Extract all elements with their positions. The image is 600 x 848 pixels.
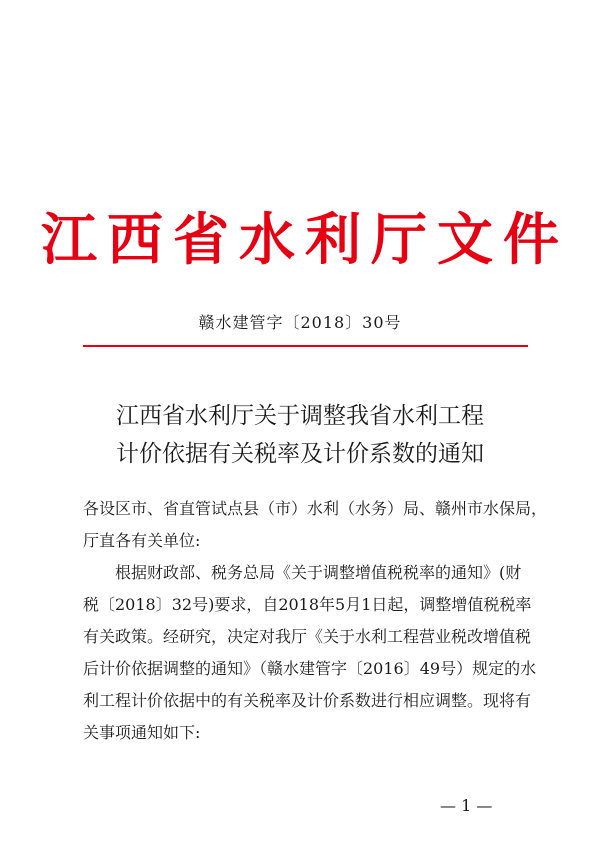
document-number: 赣水建管字〔2018〕30号 [198, 313, 402, 332]
body-paragraph-line-2: 税〔2018〕32号)要求，自2018年5月1日起，调整增值税税率 [83, 595, 532, 614]
body-paragraph-line-1: 根据财政部、税务总局《关于调整增值税税率的通知》(财 [115, 563, 522, 582]
issuing-authority-header: 江西省水利厅文件 [41, 207, 569, 273]
recipients-line-1: 各设区市、省直管试点县（市）水利（水务）局、赣州市水保局， [83, 499, 548, 518]
red-divider-line [83, 345, 528, 347]
page-number: — 1 — [440, 796, 493, 815]
body-paragraph-line-5: 利工程计价依据中的有关税率及计价系数进行相应调整。现将有 [83, 691, 532, 710]
notice-body [83, 493, 548, 749]
body-paragraph-line-3: 有关政策。经研究，决定对我厅《关于水利工程营业税改增值税 [83, 627, 532, 646]
notice-title-line-2: 计价依据有关税率及计价系数的通知 [116, 441, 484, 467]
notice-title [0, 397, 600, 473]
notice-title-line-1: 江西省水利厅关于调整我省水利工程 [116, 403, 484, 429]
recipients-line-2: 厅直各有关单位: [83, 531, 201, 550]
body-paragraph-line-6: 关事项通知如下: [83, 723, 201, 742]
body-paragraph-line-4: 后计价依据调整的通知》（赣水建管字〔2016〕49号）规定的水 [83, 659, 537, 678]
